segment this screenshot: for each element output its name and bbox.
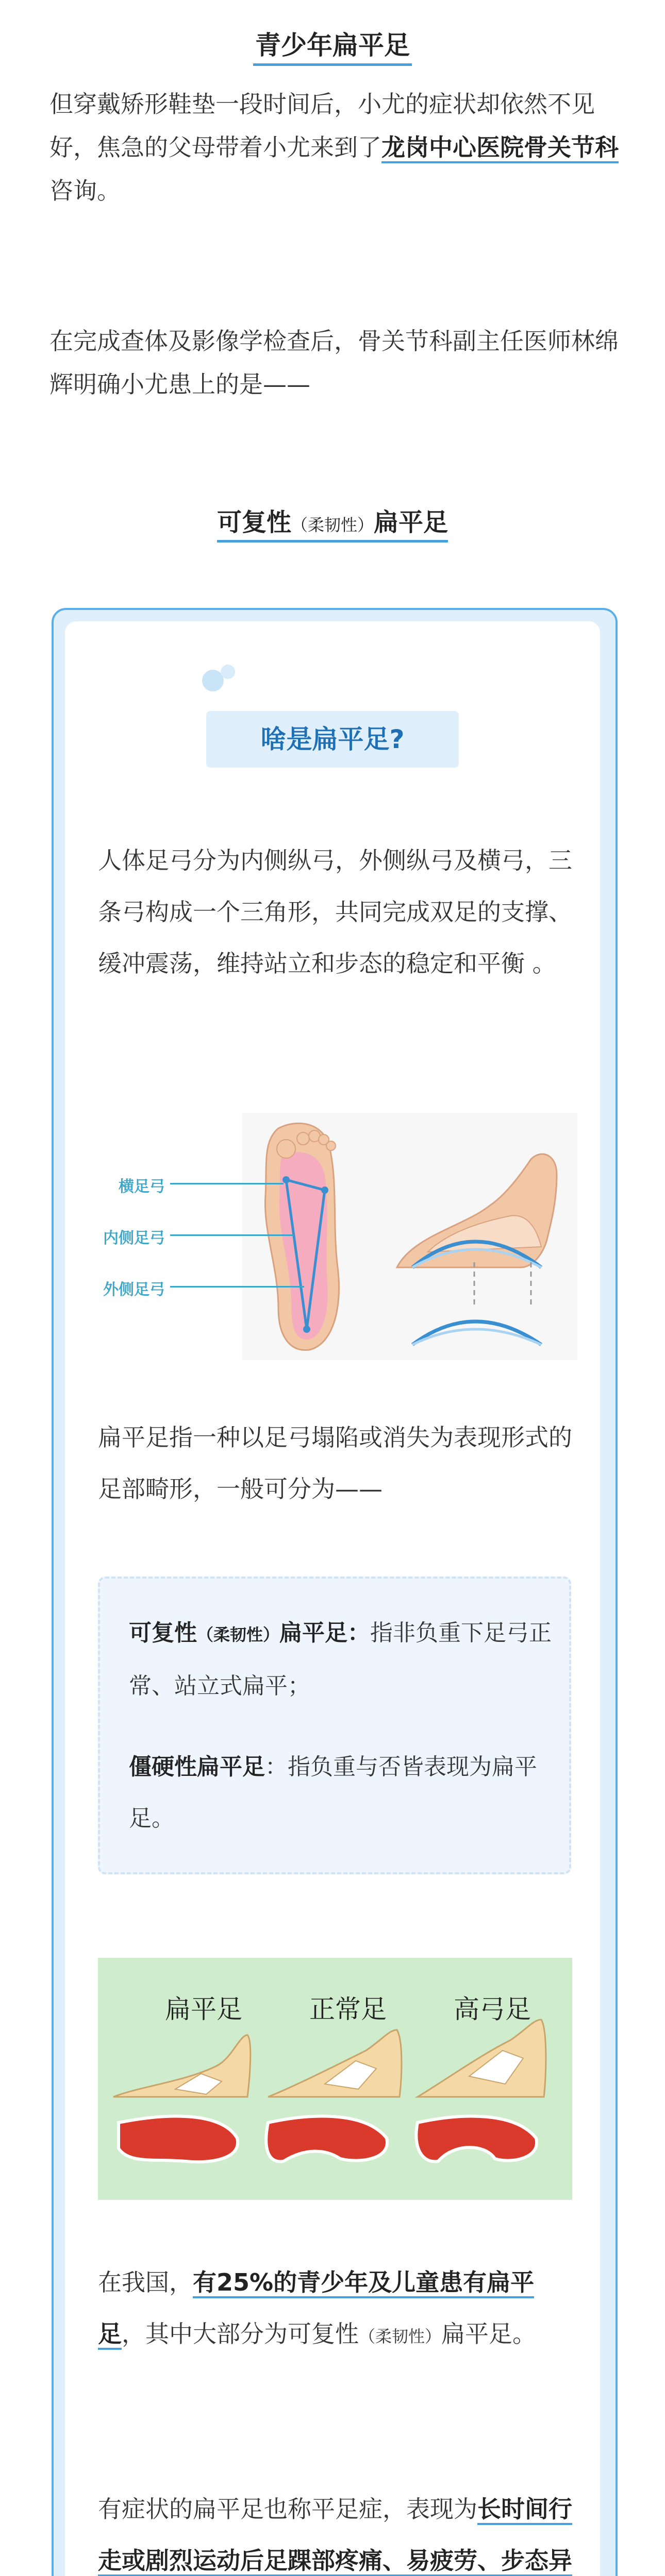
flexible-type: 可复性（柔韧性）扁平足：指非负重下足弓正常、站立式扁平； [129, 1620, 552, 1699]
bubble-decoration [221, 665, 235, 679]
high-arch-label: 高弓足 [454, 1994, 531, 2024]
hospital-name: 龙岗中心医院骨关节科 [381, 133, 619, 163]
article-title: 青少年扁平足 [0, 25, 665, 62]
leader-line [170, 1234, 294, 1236]
diagnosis-heading: 可复性（柔韧性）扁平足 [0, 502, 665, 538]
arch-illustration [242, 1113, 577, 1360]
normal-foot-label: 正常足 [309, 1994, 387, 2024]
definition-paragraph: 扁平足指一种以足弓塌陷或消失为表现形式的足部畸形，一般可分为—— [98, 1423, 572, 1503]
lateral-arch-label: 外侧足弓 [103, 1281, 165, 1299]
statistic-paragraph: 在我国，有25%的青少年及儿童患有扁平足，其中大部分为可复性（柔韧性）扁平足。 [98, 2257, 572, 2362]
symptom-paragraph: 有症状的扁平足也称平足症，表现为长时间行走或剧烈运动后足踝部疼痛、易疲劳、步态异 [98, 2483, 572, 2576]
foot-arch-diagram [242, 1113, 577, 1360]
question-title: 啥是扁平足? [206, 711, 459, 768]
leader-line [170, 1183, 284, 1184]
leader-line [170, 1286, 304, 1287]
transverse-arch-label: 横足弓 [119, 1178, 165, 1196]
flat-foot-label: 扁平足 [165, 1994, 242, 2024]
medial-arch-label: 内侧足弓 [103, 1229, 165, 1247]
rigid-type: 僵硬性扁平足：指负重与否皆表现为扁平足。 [129, 1754, 537, 1832]
arch-paragraph: 人体足弓分为内侧纵弓，外侧纵弓及横弓，三条弓构成一个三角形，共同完成双足的支撑、缓冲震荡，维持站立和步态的稳定和平衡 。 [98, 846, 572, 977]
intro-paragraph-2: 在完成查体及影像学检查后，骨关节科副主任医师林绵辉明确小尤患上的是—— [49, 327, 619, 398]
intro-paragraph-1: 但穿戴矫形鞋垫一段时间后，小尤的症状却依然不见好，焦急的父母带着小尤来到了龙岗中心医院骨关节科咨询。 [49, 90, 619, 205]
